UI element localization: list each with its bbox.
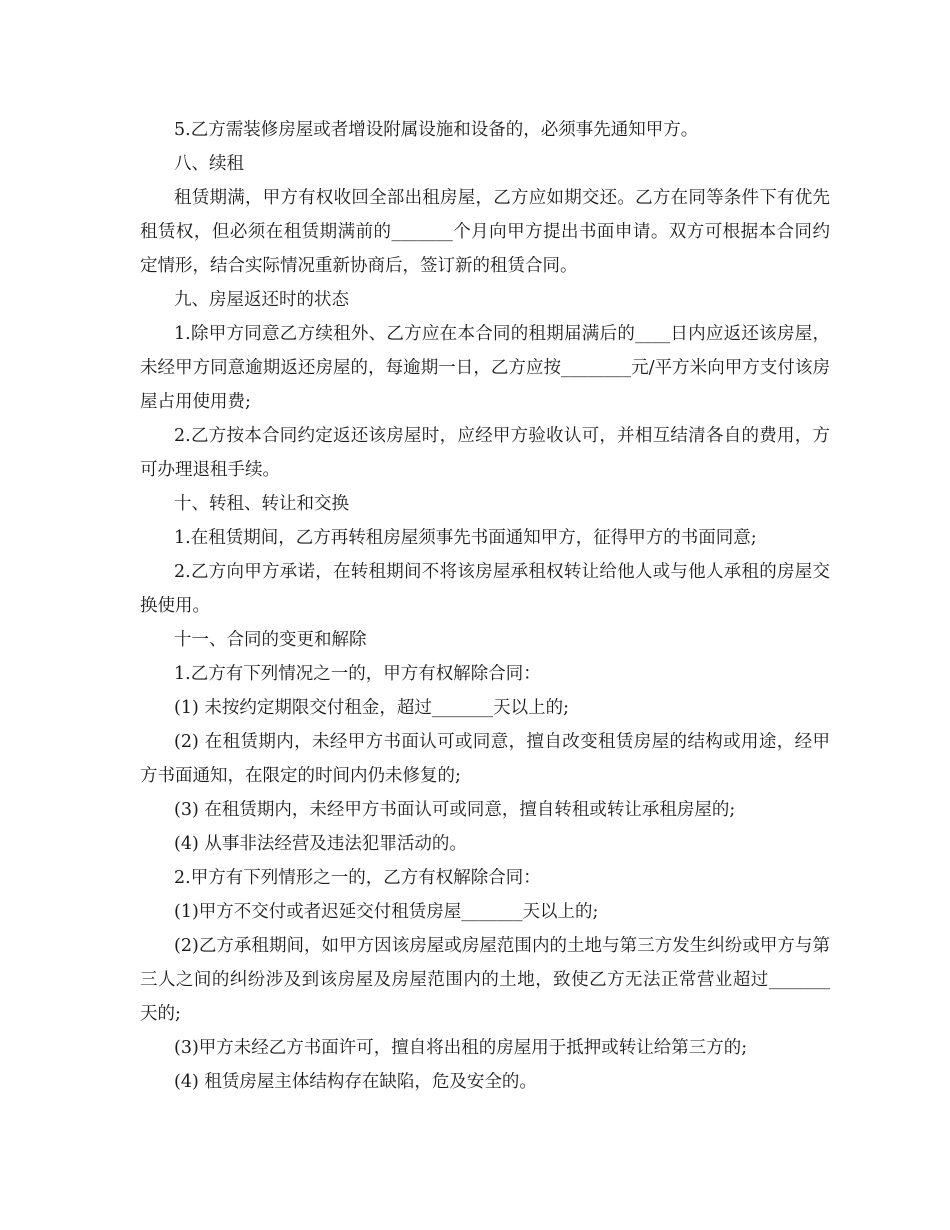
clause-sublease-notice: 1.在租赁期间，乙方再转租房屋须事先书面通知甲方，征得甲方的书面同意;: [174, 528, 757, 548]
clause-return-inspection: 2.乙方按本合同约定返还该房屋时，应经甲方验收认可，并相互结清各自的费用，方可办理退租手续。: [140, 426, 830, 480]
clause-renovation-notice: 5.乙方需装修房屋或者增设附属设施和设备的，必须事先通知甲方。: [174, 120, 699, 140]
list-item: (4) 从事非法经营及违法犯罪活动的。: [174, 834, 467, 854]
list-item: (4) 租赁房屋主体结构存在缺陷，危及安全的。: [174, 1072, 537, 1092]
clause-sublease-promise: 2.乙方向甲方承诺，在转租期间不将该房屋承租权转让给他人或与他人承租的房屋交换使用。: [140, 562, 830, 616]
list-item: (3)甲方未经乙方书面许可，擅自将出租的房屋用于抵押或转让给第三方的;: [174, 1038, 748, 1058]
clause-renewal: 租赁期满，甲方有权收回全部出租房屋，乙方应如期交还。乙方在同等条件下有优先租赁权，但必须在租赁期满前的_______个月向甲方提出书面申请。双方可根据本合同约定情形，结合实际情况重新协商后，签订新的租赁合同。: [140, 188, 830, 276]
clause-lessor-termination-intro: 1.乙方有下列情况之一的，甲方有权解除合同：: [174, 664, 541, 684]
section-heading-termination: 十一、合同的变更和解除: [174, 630, 367, 650]
clause-lessee-termination-intro: 2.甲方有下列情形之一的，乙方有权解除合同：: [174, 868, 541, 888]
list-item: (2) 在租赁期内，未经甲方书面认可或同意，擅自改变租赁房屋的结构或用途，经甲方书面通知，在限定的时间内仍未修复的;: [140, 732, 830, 786]
document-body: [140, 113, 830, 1099]
section-heading-renewal: 八、续租: [174, 154, 244, 174]
list-item: (2)乙方承租期间，如甲方因该房屋或房屋范围内的土地与第三方发生纠纷或甲方与第三人之间的纠纷涉及到该房屋及房屋范围内的土地，致使乙方无法正常营业超过_______天的;: [140, 936, 830, 1024]
list-item: (3) 在租赁期内，未经甲方书面认可或同意，擅自转租或转让承租房屋的;: [174, 800, 736, 820]
section-heading-sublease: 十、转租、转让和交换: [174, 494, 349, 514]
section-heading-return-state: 九、房屋返还时的状态: [174, 290, 349, 310]
list-item: (1)甲方不交付或者迟延交付租赁房屋_______天以上的;: [174, 902, 599, 922]
list-item: (1) 未按约定期限交付租金，超过_______天以上的;: [174, 698, 569, 718]
clause-return-deadline: 1.除甲方同意乙方续租外、乙方应在本合同的租期届满后的____日内应返还该房屋，未经甲方同意逾期返还房屋的，每逾期一日，乙方应按________元/平方米向甲方支付该房屋占用使用费;: [140, 324, 830, 412]
